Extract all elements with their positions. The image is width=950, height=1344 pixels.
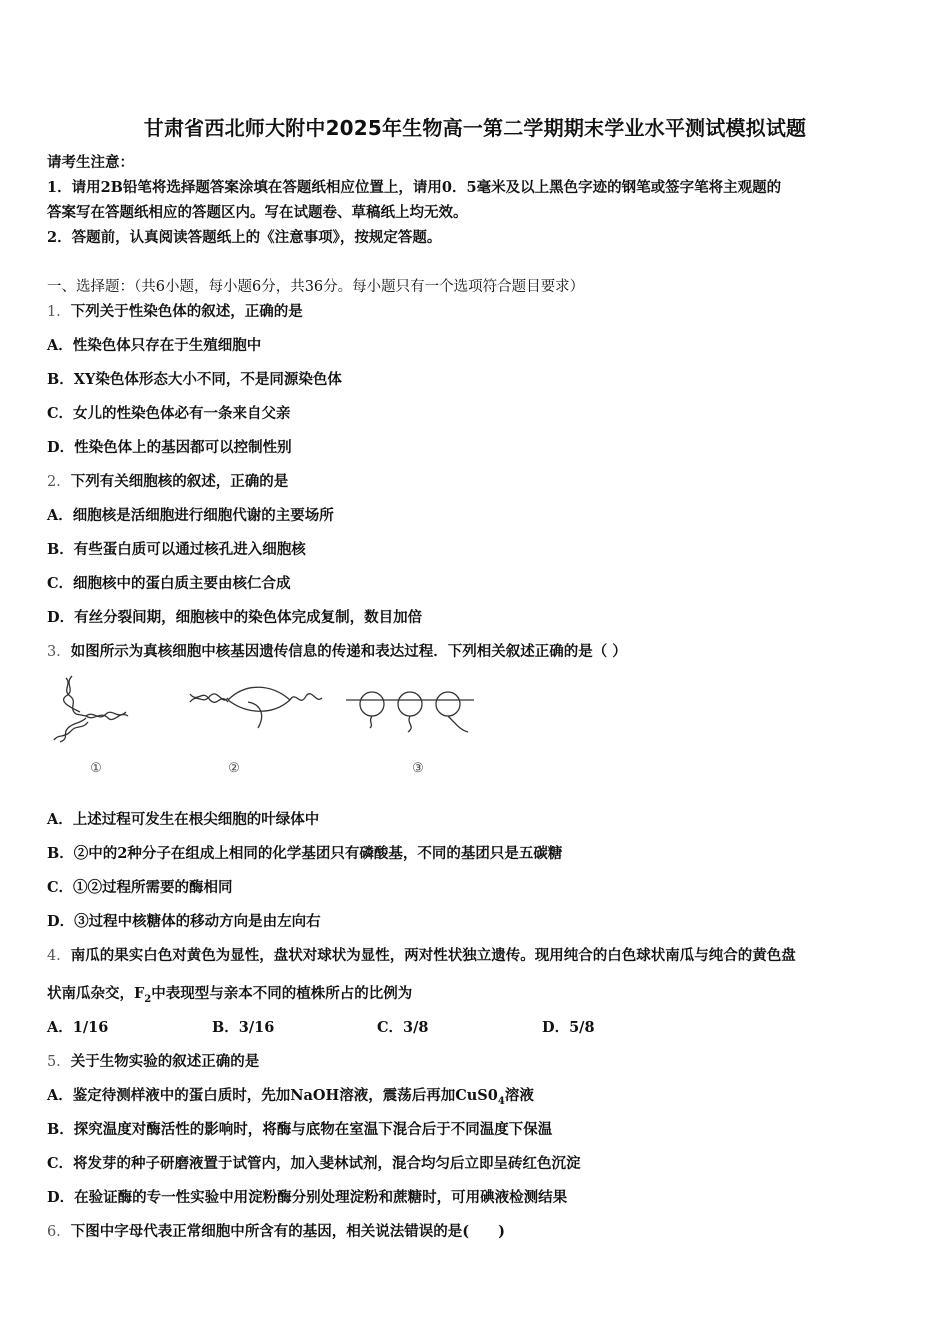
- figure-label-3: ③: [412, 761, 424, 776]
- notice-line-3: 2．答题前，认真阅读答题纸上的《注意事项》，按规定答题。: [47, 229, 442, 246]
- question-3: [47, 642, 627, 662]
- question-5: [47, 1052, 259, 1072]
- q1-option-a: A．性染色体只存在于生殖细胞中: [47, 337, 262, 354]
- section-heading: 一、选择题：（共6小题，每小题6分，共36分。每小题只有一个选项符合题目要求）: [47, 279, 585, 295]
- q3-option-a: A．上述过程可发生在根尖细胞的叶绿体中: [47, 811, 320, 828]
- q5-option-b: B．探究温度对酶活性的影响时，将酶与底物在室温下混合后于不同温度下保温: [47, 1121, 553, 1138]
- question-stem: 下列关于性染色体的叙述，正确的是: [70, 303, 303, 320]
- question-number: 6．: [47, 1224, 71, 1240]
- question-4-line-2: [47, 984, 412, 1010]
- q1-option-c: C．女儿的性染色体必有一条来自父亲: [47, 405, 291, 422]
- q3-option-c: C．①②过程所需要的酶相同: [47, 879, 233, 896]
- question-number: 5．: [47, 1054, 71, 1070]
- q1-option-d: D．性染色体上的基因都可以控制性别: [47, 439, 292, 456]
- subscript: 4: [497, 1095, 505, 1107]
- notice-line-2: 答案写在答题纸相应的答题区内。写在试题卷、草稿纸上均无效。: [47, 204, 468, 221]
- q4-options: [47, 1018, 647, 1038]
- q5-option-d: D．在验证酶的专一性实验中用淀粉酶分别处理淀粉和蔗糖时，可用碘液检测结果: [47, 1189, 568, 1206]
- q4-option-d: D．5/8: [542, 1019, 595, 1036]
- question-number: 4．: [47, 948, 71, 964]
- question-number: 3．: [47, 644, 71, 660]
- notice-line-1: 1．请用2B铅笔将选择题答案涂填在答题纸相应位置上，请用0．5毫米及以上黑色字迹的钢笔或签字笔将主观题的: [47, 179, 782, 196]
- question-2: [47, 472, 288, 492]
- gene-expression-figure: [50, 672, 490, 782]
- q5-option-a: [47, 1086, 534, 1112]
- replication-diagram: [54, 676, 128, 742]
- q4-option-a: A．1/16: [47, 1019, 109, 1036]
- q3-option-b: B．②中的2种分子在组成上相同的化学基团只有磷酸基，不同的基团只是五碳糖: [47, 845, 563, 862]
- stem-text: 状南瓜杂交，F: [47, 985, 145, 1002]
- question-1: [47, 302, 303, 322]
- option-text: A．鉴定待测样液中的蛋白质时，先加NaOH溶液，震荡后再加CuS0: [47, 1087, 498, 1104]
- question-stem: 如图所示为真核细胞中核基因遗传信息的传递和表达过程．下列相关叙述正确的是（ ）: [70, 643, 627, 660]
- q2-option-d: D．有丝分裂间期，细胞核中的染色体完成复制，数目加倍: [47, 609, 423, 626]
- question-stem: 下图中字母代表正常细胞中所含有的基因，相关说法错误的是( ): [70, 1223, 505, 1240]
- question-stem: 下列有关细胞核的叙述，正确的是: [70, 473, 289, 490]
- q2-option-c: C．细胞核中的蛋白质主要由核仁合成: [47, 575, 291, 592]
- question-6: [47, 1222, 505, 1242]
- translation-diagram: [346, 692, 474, 732]
- q3-option-d: D．③过程中核糖体的移动方向是由左向右: [47, 913, 321, 930]
- figure-label-2: ②: [228, 761, 240, 776]
- q5-option-c: C．将发芽的种子研磨液置于试管内，加入斐林试剂，混合均匀后立即呈砖红色沉淀: [47, 1155, 581, 1172]
- transcription-diagram: [190, 687, 322, 728]
- q4-option-c: C．3/8: [377, 1019, 429, 1036]
- q2-option-a: A．细胞核是活细胞进行细胞代谢的主要场所: [47, 507, 334, 524]
- stem-text: 中表现型与亲本不同的植株所占的比例为: [151, 985, 413, 1002]
- question-stem: 南瓜的果实白色对黄色为显性，盘状对球状为显性，两对性状独立遗传。现用纯合的白色球状南瓜与纯合的黄色盘: [70, 947, 796, 964]
- q1-option-b: B．XY染色体形态大小不同，不是同源染色体: [47, 371, 342, 388]
- question-4: [47, 946, 796, 966]
- notice-heading: 请考生注意：: [47, 154, 134, 171]
- question-number: 1．: [47, 304, 71, 320]
- q4-option-b: B．3/16: [212, 1019, 275, 1036]
- option-text: 溶液: [504, 1087, 534, 1104]
- page-title: 甘肃省西北师大附中2025年生物高一第二学期期末学业水平测试模拟试题: [143, 116, 807, 140]
- question-stem: 关于生物实验的叙述正确的是: [70, 1053, 260, 1070]
- question-number: 2．: [47, 474, 71, 490]
- figure-label-1: ①: [90, 761, 102, 776]
- subscript: 2: [144, 993, 152, 1005]
- q2-option-b: B．有些蛋白质可以通过核孔进入细胞核: [47, 541, 306, 558]
